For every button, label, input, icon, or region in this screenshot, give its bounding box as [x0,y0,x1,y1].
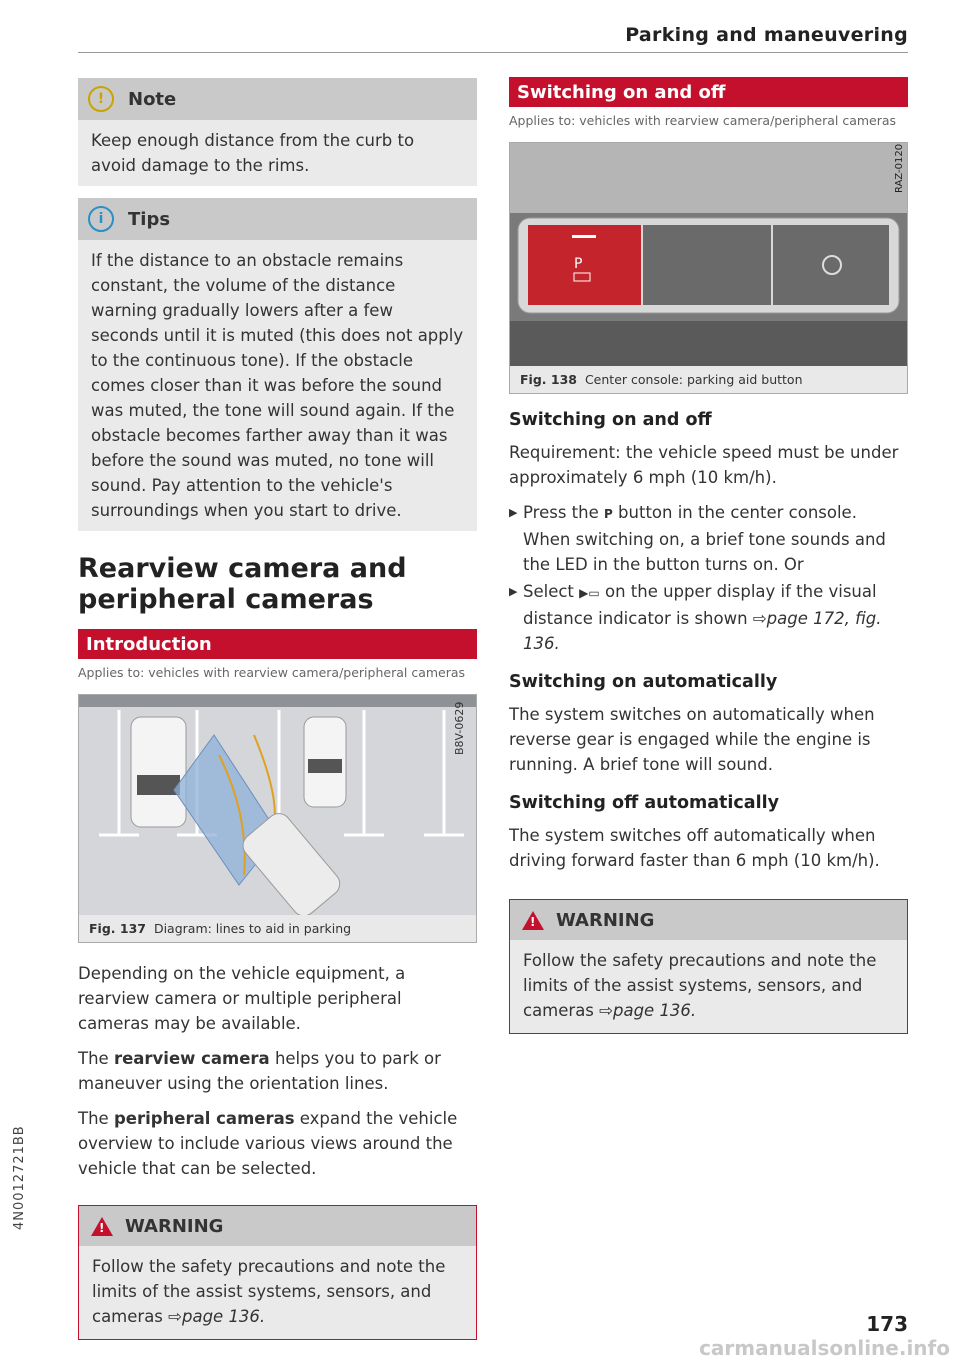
parking-diagram-image [79,695,476,915]
tips-header [78,198,477,240]
figure-137 [78,694,477,943]
applies-to-text: Applies to: vehicles with rearview camera/peripheral cameras [78,665,466,680]
note-header [78,78,477,120]
watermark: carmanualsonline.info [699,1336,950,1360]
note-text: Keep enough distance from the curb to avoid damage to the rims. [91,131,415,175]
tips-box [78,198,477,531]
center-console-illustration [510,143,907,366]
arrow-ref-icon: ⇨ [599,1001,613,1020]
figure-137-caption-text: Diagram: lines to aid in parking [153,921,352,936]
figure-137-code: B8V-0629 [453,701,466,755]
paragraph-off-auto: The system switches off automatically when driving forward faster than 6 mph (10 km/h). [509,826,880,870]
right-warning-title: WARNING [556,909,655,931]
left-column [78,78,477,1340]
info-icon: i [88,206,114,232]
bullet-select-display: ▶ Select ▶▭ on the upper display if the visual distance indicator is shown ⇨page 172, fig. 136. [509,579,908,656]
svg-text:P: P [574,256,583,272]
exclamation-icon: ! [88,86,114,112]
arrow-ref-icon: ⇨ [752,609,767,628]
subheading-on-auto: Switching on automatically [509,672,778,692]
right-warning-box [509,899,908,1034]
figure-138-caption-text: Center console: parking aid button [584,372,803,387]
figure-138 [509,142,908,394]
left-warning-header [79,1206,476,1246]
left-warning-text: Follow the safety precautions and note the limits of the assist systems, sensors, and cameras ⇨page 136. [92,1257,446,1326]
warning-triangle-icon: ! [91,1217,113,1236]
paragraph-on-auto: The system switches on automatically when reverse gear is engaged while the engine is running. A brief tone will sound. [509,705,875,774]
note-title: Note [128,88,177,110]
bullet-arrow-icon: ▶ [509,506,518,519]
page-header-title: Parking and maneuvering [625,24,908,46]
parking-aid-icon: P [604,507,613,521]
paragraph-peripheral-cameras: The peripheral cameras expand the vehicle overview to include various views around the vehicle that can be selected. [78,1109,458,1178]
right-warning-text: Follow the safety precautions and note the limits of the assist systems, sensors, and cameras ⇨page 136. [523,951,877,1020]
note-box [78,78,477,186]
bullet-press-button: ▶ Press the P button in the center console. When switching on, a brief tone sounds and the LED in the button turns on. Or [509,500,908,577]
subheading-switching: Switching on and off [509,410,712,430]
page-172-link[interactable]: page 172, fig. 136. [523,609,882,653]
introduction-bar: Introduction [78,629,477,659]
parking-diagram-illustration [79,695,476,915]
figure-138-code: RAZ-0120 [894,143,905,193]
right-warning-header [510,900,907,940]
display-select-icon: ▶▭ [579,586,600,600]
paragraph-requirement: Requirement: the vehicle speed must be under approximately 6 mph (10 km/h). [509,443,899,487]
section-title: Rearview camera and peripheral cameras [78,553,407,615]
right-column [509,77,908,1034]
figure-138-caption [510,366,907,393]
figure-137-caption [79,915,476,942]
paragraph-rearview-camera: The rearview camera helps you to park or maneuver using the orientation lines. [78,1049,441,1093]
paragraph-equipment: Depending on the vehicle equipment, a rearview camera or multiple peripheral cameras may be available. [78,964,406,1033]
header-divider [78,52,908,53]
bullet-arrow-icon: ▶ [509,585,518,598]
left-warning-title: WARNING [125,1215,224,1237]
console-image [510,143,907,366]
figure-138-number: Fig. 138 [520,372,577,387]
tips-title: Tips [128,208,171,230]
page-number: 173 [866,1312,908,1336]
document-code: 4N0012721BB [12,1125,27,1230]
tips-text: If the distance to an obstacle remains constant, the volume of the distance warning gradually lowers after a few seconds until it is muted (this does not apply to the continuous tone). If the obstacle comes closer than it was before the sound was muted, the tone will sound again. If the obstacle becomes farther away than it was before the sound was muted, no tone will sound. Pay attention to the vehicle's surroundings when you start to drive. [91,251,464,520]
arrow-ref-icon: ⇨ [168,1307,182,1326]
left-warning-page-link[interactable]: page 136. [181,1307,266,1326]
subheading-off-auto: Switching off automatically [509,793,779,813]
left-warning-box [78,1205,477,1340]
right-applies-to-text: Applies to: vehicles with rearview camera/peripheral cameras [509,113,897,128]
figure-137-number: Fig. 137 [89,921,146,936]
warning-triangle-icon: ! [522,911,544,930]
switching-bar: Switching on and off [509,77,908,107]
right-warning-page-link[interactable]: page 136. [612,1001,697,1020]
